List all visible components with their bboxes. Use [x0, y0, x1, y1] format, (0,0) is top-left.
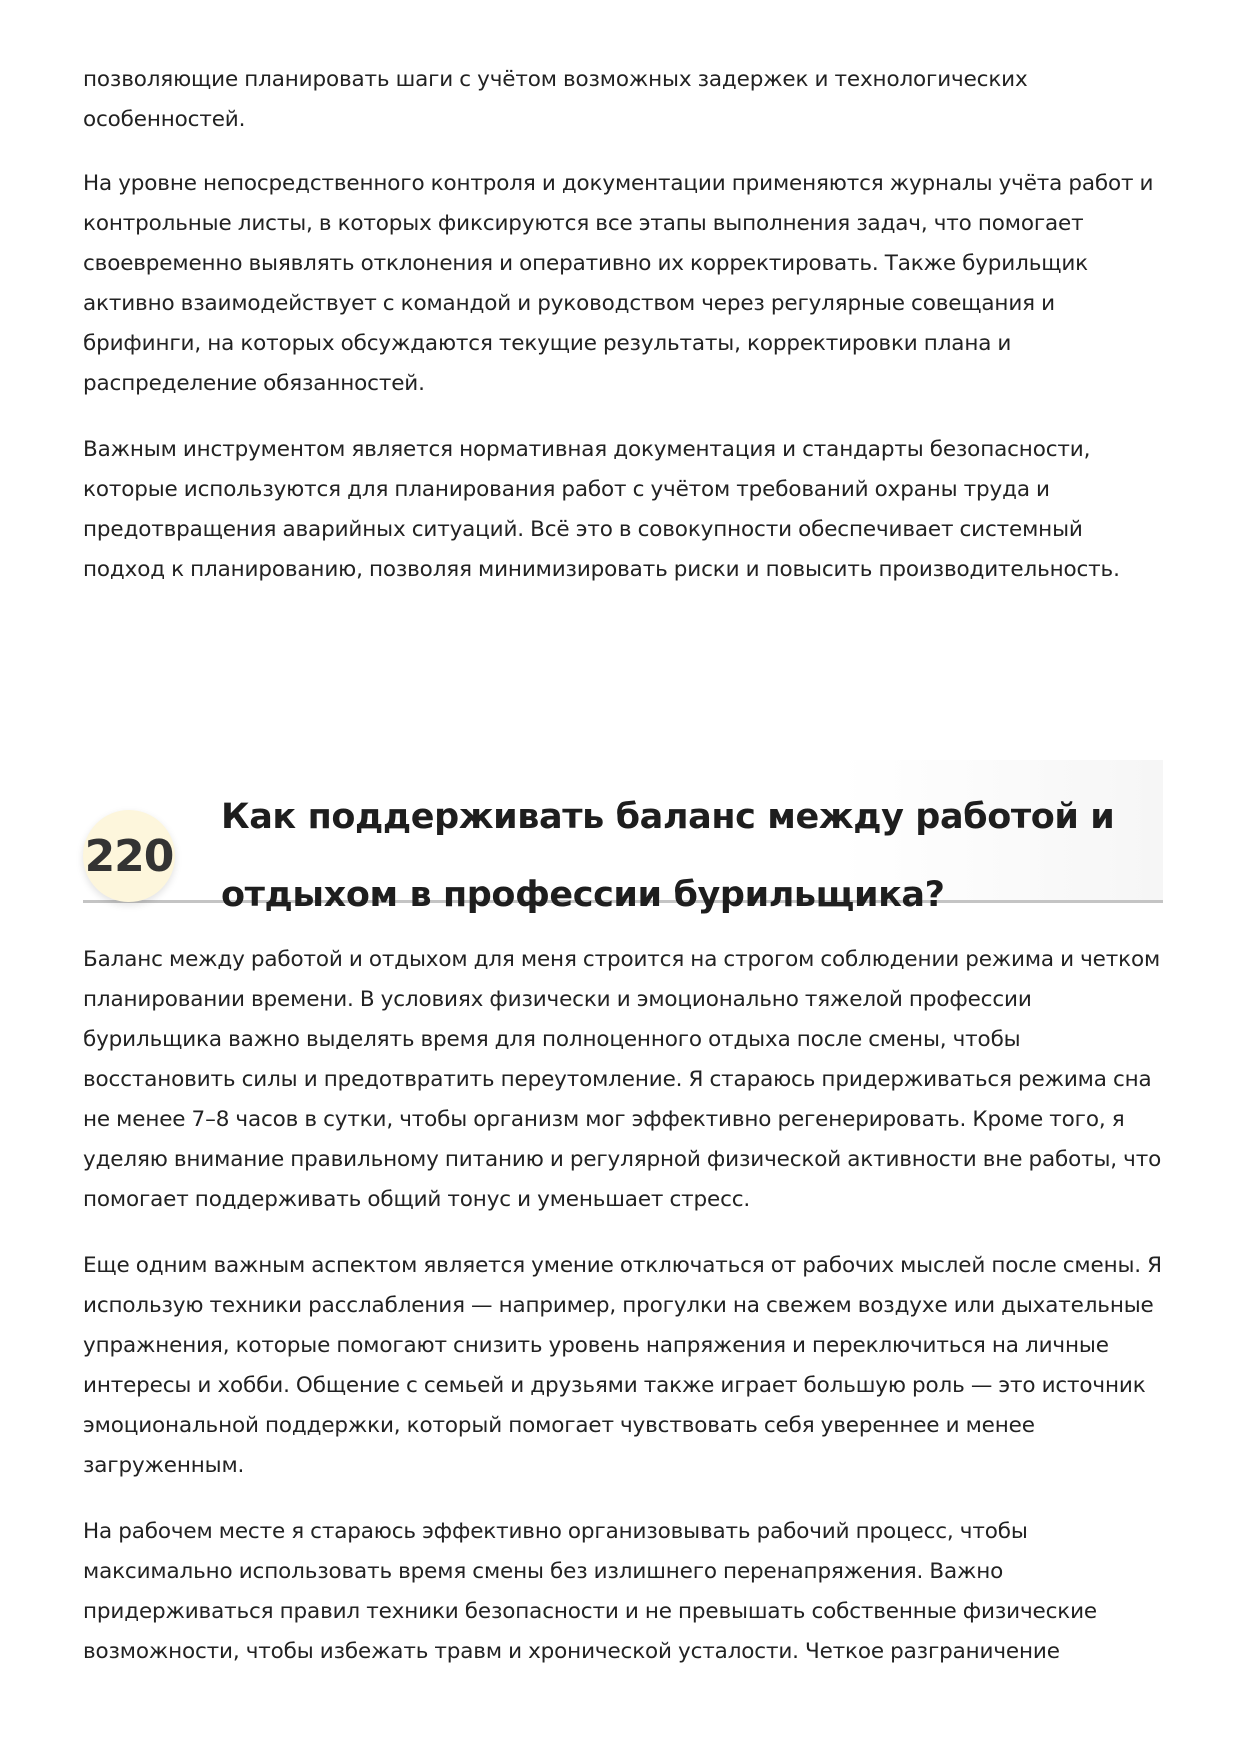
- section-paragraph-2: Еще одним важным аспектом является умение отключаться от рабочих мыслей после смены. Я использую техники расслабления — например, прогулки на свежем воздухе или дыхательные упражнения, которые помогают снизить уровень напряжения и переключиться на личные интересы и хобби. Общение с семьей и друзьями также играет большую роль — это источник эмоциональной поддержки, который помогает чувствовать себя увереннее и менее загруженным.: [83, 1253, 1162, 1478]
- section-title: Как поддерживать баланс между работой и отдыхом в профессии бурильщика?: [221, 797, 1115, 915]
- section-paragraph-3: На рабочем месте я стараюсь эффективно организовывать рабочий процесс, чтобы максимально использовать время смены без излишнего перенапряжения. Важно придерживаться правил техники безопасности и не превышать собственные физические возможности, чтобы избежать травм и хронической усталости. Четкое разграничение: [83, 1519, 1097, 1664]
- intro-paragraph-1: позволяющие планировать шаги с учётом возможных задержек и технологических особенностей.: [83, 67, 1028, 132]
- section-paragraph-1: Баланс между работой и отдыхом для меня строится на строгом соблюдении режима и четком планировании времени. В условиях физически и эмоционально тяжелой профессии бурильщика важно выделять время для полноценного отдыха после смены, чтобы восстановить силы и предотвратить переутомление. Я стараюсь придерживаться режима сна не менее 7–8 часов в сутки, чтобы организм мог эффективно регенерировать. Кроме того, я уделяю внимание правильному питанию и регулярной физической активности вне работы, что помогает поддерживать общий тонус и уменьшает стресс.: [83, 947, 1162, 1212]
- intro-paragraph-3: Важным инструментом является нормативная документация и стандарты безопасности, которые используются для планирования работ с учётом требований охраны труда и предотвращения аварийных ситуаций. Всё это в совокупности обеспечивает системный подход к планированию, позволяя минимизировать риски и повысить производительность.: [83, 437, 1120, 582]
- intro-paragraph-2: На уровне непосредственного контроля и документации применяются журналы учёта работ и контрольные листы, в которых фиксируются все этапы выполнения задач, что помогает своевременно выявлять отклонения и оперативно их корректировать. Также бурильщик активно взаимодействует с командой и руководством через регулярные совещания и брифинги, на которых обсуждаются текущие результаты, корректировки плана и распределение обязанностей.: [83, 171, 1154, 396]
- question-number-badge: 220: [83, 810, 175, 902]
- section-heading: [83, 760, 1163, 915]
